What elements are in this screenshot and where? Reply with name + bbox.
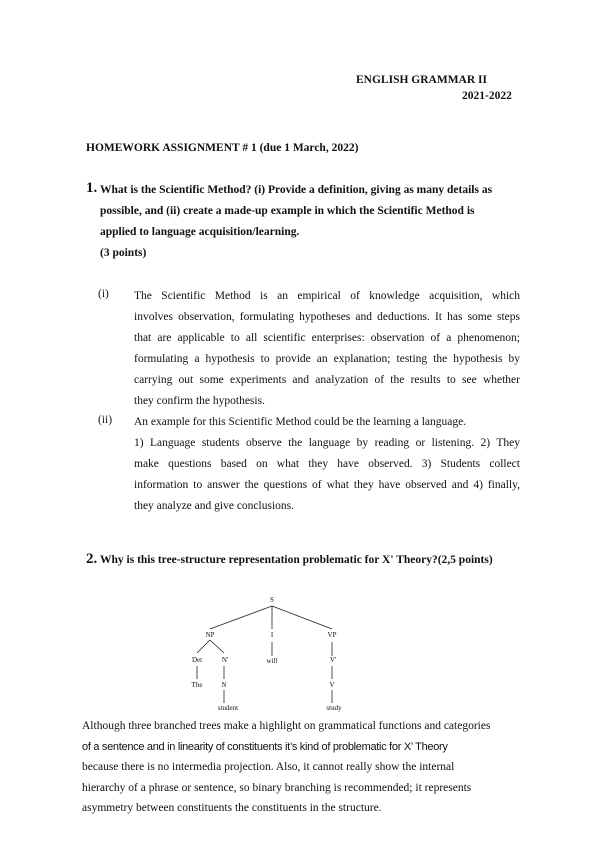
answer-i-line: they confirm the hypothesis. [134,395,265,407]
tree-node-student: student [217,704,239,712]
answer-ii-line: An example for this Scientific Method could be the learning a language. [134,416,467,428]
answer-i-label: (i) [98,288,109,300]
tree-node-study: study [326,704,342,712]
course-year: 2021-2022 [462,90,512,102]
tree-node-will: will [266,657,278,665]
answer-ii-line: 1) Language students observe the language by reading or listening. 2) They [134,437,520,449]
branch-np-det [197,640,210,653]
tree-node-vbar: V' [329,656,337,664]
answer-2-line: because there is no intermedia projection. Also, it cannot really show the internal [82,761,455,773]
tree-node-np: NP [205,631,215,639]
tree-node-the: The [191,681,203,689]
tree-node-n: N [221,681,227,689]
answer-2-line: of a sentence and in linearity of constituents it’s kind of problematic for X’ Theory [82,740,448,753]
answer-i-line: involves observation, formulating hypotheses and deductions. It has some steps [134,311,520,323]
answer-i-line: formulating a hypothesis to provide an explanation; testing the hypothesis by [134,353,520,365]
branch-s-vp [272,606,332,629]
answer-2-line: Although three branched trees make a highlight on grammatical functions and categories [82,720,491,732]
tree-node-det: Det [191,656,203,664]
answer-2-line: hierarchy of a phrase or sentence, so binary branching is recommended; it represents [82,781,472,794]
question-1-number: 1. [86,180,98,196]
answer-2-text [82,716,552,819]
question-1-line: What is the Scientific Method? (i) Provide a definition, giving as many details as [100,184,493,196]
tree-node-i: I [270,631,274,639]
course-title: ENGLISH GRAMMAR II [356,74,487,86]
answer-i-line: carrying out some experiments and analyzation of the results to see whether [134,374,520,386]
tree-node-s: S [270,596,274,604]
answer-ii-label: (ii) [98,414,113,426]
answer-i-line: The Scientific Method is an empirical of knowledge acquisition, which [134,290,520,302]
answer-ii-line: information to answer the questions of what they have observed and 4) finally, [134,479,520,491]
question-2-text: Why is this tree-structure representation problematic for X' Theory?(2,5 points) [100,554,493,566]
question-2-number: 2. [86,551,98,567]
answer-2-line: asymmetry between constituents the constituents in the structure. [82,802,382,814]
answer-i-line: that are applicable to all scientific enterprises: observation of a phenomenon; [134,332,520,344]
answer-ii-line: they analyze and give conclusions. [134,500,294,512]
tree-node-nbar: N' [221,656,229,664]
branch-s-np [210,606,272,629]
tree-node-vp: VP [327,631,337,639]
assignment-title: HOMEWORK ASSIGNMENT # 1 (due 1 March, 2022) [86,142,359,154]
question-1-points: (3 points) [100,247,147,259]
branch-np-nbar [210,640,224,653]
question-1-line: applied to language acquisition/learning. [100,226,300,238]
question-1-line: possible, and (ii) create a made-up example in which the Scientific Method is [100,205,475,217]
answer-ii-line: make questions based on what they have observed. 3) Students collect [134,458,520,470]
tree-node-v: V [329,681,335,689]
